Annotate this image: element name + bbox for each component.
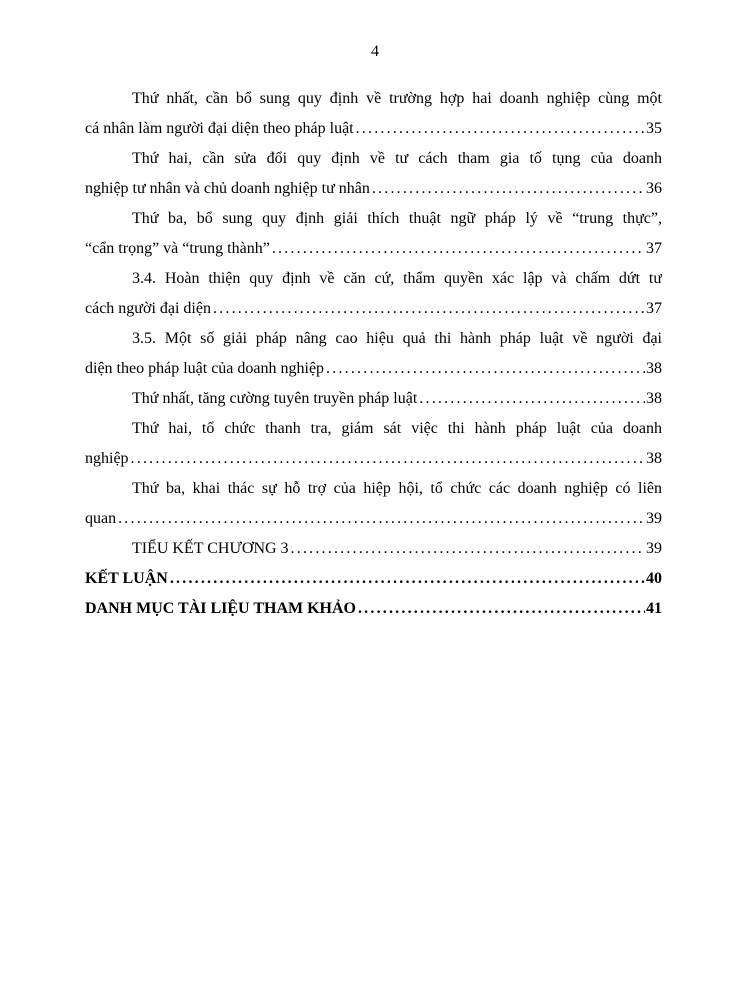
toc-page-number: 39 bbox=[646, 540, 662, 557]
dot-leader bbox=[326, 354, 645, 384]
toc-line bbox=[85, 444, 662, 474]
toc-line bbox=[85, 534, 662, 564]
toc-entry-text: quan bbox=[85, 510, 117, 527]
toc-page-number: 38 bbox=[646, 390, 662, 407]
toc-line bbox=[85, 354, 662, 384]
toc-line: Thứ hai, tổ chức thanh tra, giám sát việc thi hành pháp luật của doanh bbox=[132, 420, 662, 437]
dot-leader bbox=[131, 444, 645, 474]
toc-line: Thứ ba, khai thác sự hỗ trợ của hiệp hội, tổ chức các doanh nghiệp có liên bbox=[132, 480, 662, 497]
toc-entry-text: cách người đại diện bbox=[85, 300, 211, 317]
toc-page-number: 41 bbox=[646, 600, 662, 617]
toc-entry-text: TIỂU KẾT CHƯƠNG 3 bbox=[132, 540, 289, 557]
toc-line: Thứ hai, cần sửa đổi quy định về tư cách tham gia tố tụng của doanh bbox=[132, 150, 662, 167]
toc-entry-text: KẾT LUẬN bbox=[85, 570, 168, 587]
toc-line: 3.4. Hoàn thiện quy định về căn cứ, thẩm quyền xác lập và chấm dứt tư bbox=[132, 270, 662, 287]
toc-line bbox=[85, 504, 662, 534]
toc-page-number: 35 bbox=[646, 120, 662, 137]
dot-leader bbox=[419, 384, 645, 414]
dot-leader bbox=[358, 594, 645, 624]
dot-leader bbox=[170, 564, 645, 594]
toc-entry-text: “cẩn trọng” và “trung thành” bbox=[85, 240, 270, 257]
toc-entry-text: Thứ nhất, tăng cường tuyên truyền pháp luật bbox=[132, 390, 418, 407]
toc-page-number: 36 bbox=[646, 180, 662, 197]
dot-leader bbox=[213, 294, 645, 324]
toc-page-number: 37 bbox=[646, 240, 662, 257]
dot-leader bbox=[291, 534, 645, 564]
table-of-contents bbox=[85, 84, 662, 624]
toc-entry-text: nghiệp tư nhân và chủ doanh nghiệp tư nhân bbox=[85, 180, 370, 197]
toc-page-number: 38 bbox=[646, 360, 662, 377]
toc-line: Thứ ba, bổ sung quy định giải thích thuật ngữ pháp lý về “trung thực”, bbox=[132, 210, 662, 227]
toc-entry-text: nghiệp bbox=[85, 450, 129, 467]
dot-leader bbox=[356, 114, 645, 144]
toc-line bbox=[85, 294, 662, 324]
page-number: 4 bbox=[371, 43, 379, 60]
toc-line bbox=[85, 384, 662, 414]
toc-line bbox=[85, 594, 662, 624]
toc-line bbox=[85, 114, 662, 144]
toc-entry-text: diện theo pháp luật của doanh nghiệp bbox=[85, 360, 325, 377]
toc-line bbox=[85, 234, 662, 264]
toc-line: 3.5. Một số giải pháp nâng cao hiệu quả thi hành pháp luật về người đại bbox=[132, 330, 662, 347]
dot-leader bbox=[272, 234, 645, 264]
toc-entry-text: cá nhân làm người đại diện theo pháp luật bbox=[85, 120, 354, 137]
dot-leader bbox=[372, 174, 645, 204]
toc-page-number: 37 bbox=[646, 300, 662, 317]
toc-page-number: 39 bbox=[646, 510, 662, 527]
toc-line: Thứ nhất, cần bổ sung quy định về trường hợp hai doanh nghiệp cùng một bbox=[132, 90, 662, 107]
toc-entry-text: DANH MỤC TÀI LIỆU THAM KHẢO bbox=[85, 600, 356, 617]
toc-line bbox=[85, 174, 662, 204]
dot-leader bbox=[118, 504, 645, 534]
toc-page-number: 40 bbox=[646, 570, 662, 587]
toc-line bbox=[85, 564, 662, 594]
toc-page-number: 38 bbox=[646, 450, 662, 467]
